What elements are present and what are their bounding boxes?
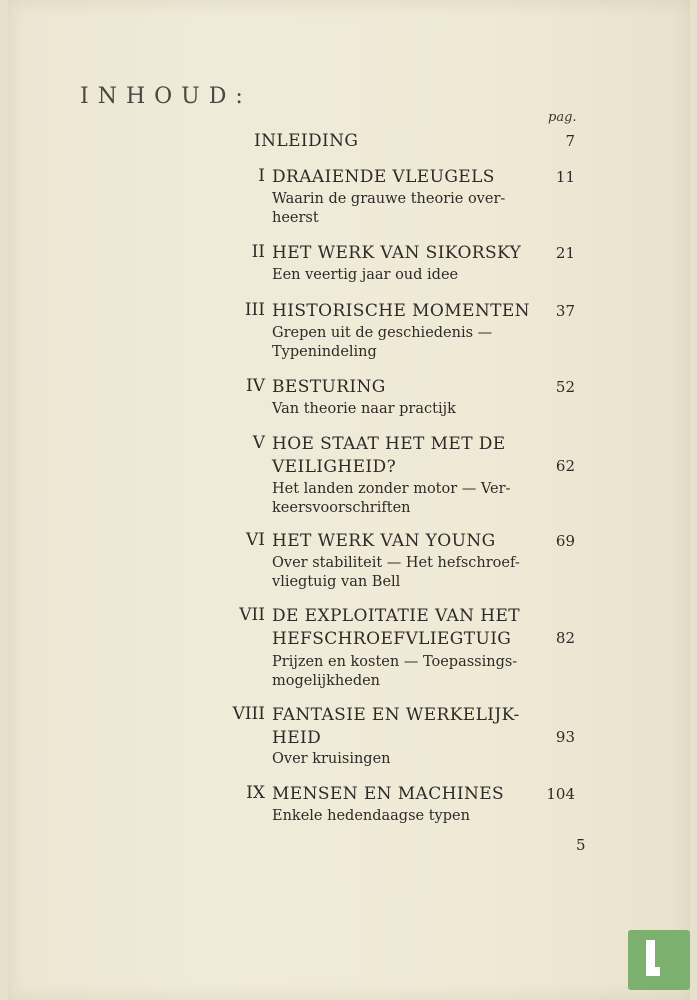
toc-entry-title: INLEIDING [254, 131, 359, 151]
toc-entry-subtitle: Over kruisingen [272, 751, 391, 767]
toc-entry-page: 11 [555, 168, 575, 186]
toc-entry-page: 62 [555, 457, 575, 475]
toc-entry-page: 82 [555, 629, 575, 647]
toc-entry-page: 104 [546, 785, 575, 803]
toc-entry-title: HISTORISCHE MOMENTEN [272, 301, 530, 321]
toc-entry-subtitle: Grepen uit de geschiedenis — Typenindeling [272, 325, 493, 360]
toc-entry-title: HET WERK VAN SIKORSKY [272, 243, 522, 263]
contents-heading: INHOUD: [80, 84, 252, 109]
toc-entry-title: DE EXPLOITATIE VAN HET HEFSCHROEFVLIEGTUIG [272, 606, 521, 649]
toc-entry-numeral: II [251, 242, 265, 262]
toc-entry-subtitle: Waarin de grauwe theorie over- heerst [272, 191, 506, 226]
toc-entry-title: DRAAIENDE VLEUGELS [272, 167, 495, 187]
toc-entry-numeral: VIII [232, 704, 265, 724]
toc-entry-numeral: IX [246, 783, 265, 803]
page-column-label: pag. [548, 110, 577, 125]
toc-entry-title: BESTURING [272, 377, 386, 397]
toc-entry-subtitle: Een veertig jaar oud idee [272, 267, 459, 283]
toc-entry-page: 37 [555, 302, 575, 320]
toc-entry-numeral: I [258, 166, 265, 186]
toc-entry-subtitle: Over stabiliteit — Het hefschroef- vliegtuig van Bell [272, 555, 520, 590]
toc-entry-title: HET WERK VAN YOUNG [272, 531, 496, 551]
toc-entry-subtitle: Het landen zonder motor — Ver- keersvoorschriften [272, 481, 511, 516]
toc-entry-title: HOE STAAT HET MET DE VEILIGHEID? [272, 434, 506, 477]
toc-entry-page: 21 [555, 244, 575, 262]
toc-entry-subtitle: Van theorie naar practijk [272, 401, 456, 417]
toc-entry-page: 52 [555, 378, 575, 396]
page-folio-number: 5 [576, 836, 586, 854]
toc-entry-page: 93 [555, 728, 575, 746]
toc-entry-page: 69 [555, 532, 575, 550]
toc-entry-numeral: VI [246, 530, 265, 550]
toc-entry-title: MENSEN EN MACHINES [272, 784, 505, 804]
toc-entry-numeral: III [244, 300, 265, 320]
logo-icon [646, 940, 660, 976]
seller-logo-sticker [628, 930, 690, 990]
toc-entry-subtitle: Enkele hedendaagse typen [272, 808, 470, 824]
toc-entry-numeral: IV [246, 376, 265, 396]
toc-entry-title: FANTASIE EN WERKELIJK- HEID [272, 705, 520, 748]
toc-entry-numeral: VII [239, 605, 265, 625]
toc-entry-page: 7 [565, 132, 575, 150]
toc-entry-subtitle: Prijzen en kosten — Toepassings- mogelijkheden [272, 654, 518, 689]
toc-entry-numeral: V [252, 433, 265, 453]
